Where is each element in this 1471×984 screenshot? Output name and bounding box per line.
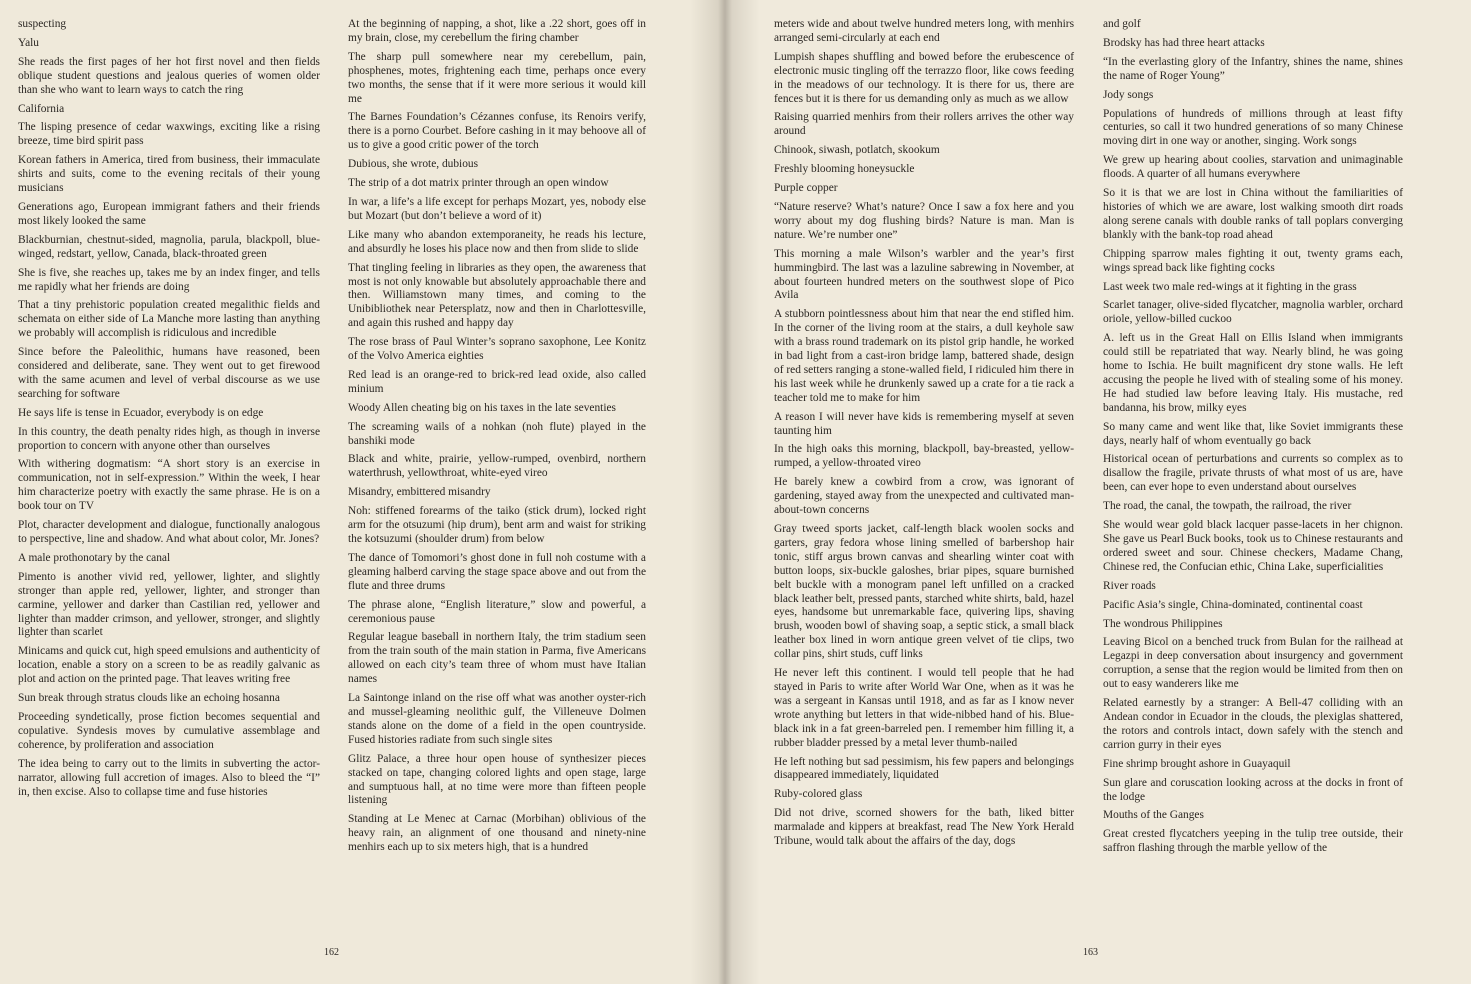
text-entry: Woody Allen cheating big on his taxes in the late seventies (348, 401, 616, 414)
text-entry: Historical ocean of perturbations and currents so complex as to disallow the fragile, private thrusts of what most of us are, have been, can ever hope to even understand about ourselves (1103, 453, 1403, 494)
text-entry: Fine shrimp brought ashore in Guayaquil (1103, 757, 1291, 770)
text-entry: Pacific Asia’s single, China-dominated, continental coast (1103, 598, 1363, 611)
text-entry: Last week two male red-wings at it fighting in the grass (1103, 280, 1357, 293)
text-entry: Generations ago, European immigrant fathers and their friends most likely looked the same (18, 200, 320, 227)
text-entry: She would wear gold black lacquer passe-lacets in her chignon. She gave us Pearl Buck books, took us to Chinese restaurants and ordered sweet and sour. Chinese checkers, Madame Chang, Chinese red, the Confucian ethic, China Lake, superficialities (1103, 519, 1403, 573)
text-entry: Like many who abandon extemporaneity, he reads his lecture, and absurdly he loses his place now and then from slide to slide (348, 228, 646, 255)
text-entry: Glitz Palace, a three hour open house of synthesizer pieces stacked on tape, changing colored lights and open stage, large and sumptuous hall, at no time were more than fifteen people listening (348, 752, 646, 807)
text-entry: Chinook, siwash, potlatch, skookum (774, 144, 940, 157)
text-entry: The wondrous Philippines (1103, 617, 1223, 630)
right-page-number: 163 (1083, 947, 1098, 958)
text-entry: Pimento is another vivid red, yellower, lighter, and slightly stronger than apple red, yellower, lighter, and stronger than carmine, yellower and darker than Castilian red, yellower and lighter than madder crimson, and yellower, stronger, and slightly lighter than scarlet (18, 570, 320, 639)
left-page-column-1 (18, 18, 320, 804)
text-entry: That tingling feeling in libraries as they open, the awareness that most is not only knowable but absolutely approachable there and then. Williamstown many times, and coming to the Unibibliothek near Petersplatz, now and then in Charlottesville, and again this rushed and happy day (348, 261, 646, 330)
text-entry: In the high oaks this morning, blackpoll, bay-breasted, yellow-rumped, a yellow-throated vireo (774, 443, 1074, 470)
text-entry: The rose brass of Paul Winter’s soprano saxophone, Lee Konitz of the Volvo America eighties (348, 336, 646, 363)
text-entry: Gray tweed sports jacket, calf-length black woolen socks and garters, gray fedora whose lining smelled of barbershop hair tonic, stiff argus brown canvas and shearling winter coat with button loops, six-buckle galoshes, briar pipes, square burnished belt buckle with a monogram panel left unfilled on a cracked black leather belt, pressed pants, starched white shirts, bald, hazel eyes, handsome but unremarkable face, quivering lips, shaving brush, wooden bowl of shaving soap, a septic stick, a small black leather box lined in worn antique green velvet of tie clips, two collar pins, shirt studs, cuff links (774, 523, 1074, 661)
text-entry: Freshly blooming honeysuckle (774, 163, 915, 176)
text-entry: He barely knew a cowbird from a crow, was ignorant of gardening, stayed away from the unexpected and cultivated man-about-town concerns (774, 476, 1074, 517)
text-entry: She reads the first pages of her hot first novel and then fields oblique student questions and jealous queries of women older than she who want to learn ways to catch the ring (18, 55, 320, 96)
text-entry: Misandry, embittered misandry (348, 486, 491, 499)
text-entry: At the beginning of napping, a shot, like a .22 short, goes off in my brain, close, my cerebellum the firing chamber (348, 18, 646, 44)
text-entry: Lumpish shapes shuffling and bowed before the erubescence of electronic music tingling off the terrazzo floor, like cows feeding in the meadows of our technology. It is there for us, there are fences but it is there for us demanding only as much as we allow (774, 50, 1074, 105)
right-page-column-2 (1103, 18, 1403, 861)
text-entry: The dance of Tomomori’s ghost done in full noh costume with a gleaming halberd carving the stage space above and out from the flute and three drums (348, 551, 646, 592)
text-entry: Korean fathers in America, tired from business, their immaculate shirts and suits, come to the evening recitals of their young musicians (18, 154, 320, 195)
left-page-number: 162 (324, 947, 339, 958)
text-entry: suspecting (18, 18, 67, 30)
text-entry: “Nature reserve? What’s nature? Once I saw a fox here and you worry about my dog flushing birds? Nature is man. Man is nature. We’re number one” (774, 200, 1074, 241)
left-page (0, 0, 724, 984)
text-entry: Raising quarried menhirs from their rollers arrives the other way around (774, 111, 1074, 138)
text-entry: Brodsky has had three heart attacks (1103, 36, 1265, 49)
text-entry: California (18, 102, 65, 115)
text-entry: In this country, the death penalty rides high, as though in inverse proportion to concern with anyone other than ourselves (18, 425, 320, 452)
text-entry: Minicams and quick cut, high speed emulsions and authenticity of location, enable a story on a screen to be as readily galvanic as plot and action on the printed page. That leaves writing free (18, 645, 320, 686)
text-entry: Did not drive, scorned showers for the bath, liked bitter marmalade and kippers at breakfast, read The New York Herald Tribune, would talk about the affairs of the day, dogs (774, 807, 1074, 848)
text-entry: So many came and went like that, like Soviet immigrants these days, nearly half of whom eventually go back (1103, 420, 1403, 447)
text-entry: Jody songs (1103, 88, 1154, 101)
text-entry: Mouths of the Ganges (1103, 809, 1204, 822)
text-entry: The screaming wails of a nohkan (noh flute) played in the banshiki mode (348, 420, 646, 447)
text-entry: Purple copper (774, 182, 838, 195)
text-entry: Sun break through stratus clouds like an echoing hosanna (18, 692, 280, 705)
text-entry: He never left this continent. I would tell people that he had stayed in Paris to write after World War One, when as it was he was a sergeant in Kansas until 1918, and as far as I know never wrote anything but letters in that wide-nibbed hand of his. Blue-black ink in a fat green-barreled pen. I remember him filling it, a rubber bladder pressed by a metal lever thumb-nailed (774, 667, 1074, 749)
text-entry: The strip of a dot matrix printer through an open window (348, 177, 609, 190)
text-entry: That a tiny prehistoric population created megalithic fields and schemata on either side of La Manche more lasting than anything we probably will accomplish is ridiculous and incredible (18, 299, 320, 340)
text-entry: Black and white, prairie, yellow-rumped, ovenbird, northern waterthrush, yellowthroat, white-eyed vireo (348, 453, 646, 480)
text-entry: Scarlet tanager, olive-sided flycatcher, magnolia warbler, orchard oriole, yellow-billed cuckoo (1103, 299, 1403, 326)
text-entry: With withering dogmatism: “A short story is an exercise in communication, not in self-expression.” Within the week, I hear him characterize poetry with exactly the same phrase. He is on a book tour on TV (18, 458, 320, 513)
text-entry: Since before the Paleolithic, humans have reasoned, been considered and deliberate, sane. They went out to get firewood with the same acumen and level of verbal discourse as we use searching for software (18, 346, 320, 400)
text-entry: We grew up hearing about coolies, starvation and unimaginable floods. A quarter of all humans everywhere (1103, 154, 1403, 181)
text-entry: The road, the canal, the towpath, the railroad, the river (1103, 500, 1352, 513)
text-entry: The sharp pull somewhere near my cerebellum, pain, phosphenes, motes, frightening each time, perhaps once every two months, the sense that if it were more serious it would kill me (348, 50, 646, 105)
text-entry: Red lead is an orange-red to brick-red lead oxide, also called minium (348, 368, 646, 395)
text-entry: Leaving Bicol on a benched truck from Bulan for the railhead at Legazpi in deep conversation about insurgency and government corruption, a sense that the region would be limited from then on out to easy wanderers like me (1103, 636, 1403, 691)
text-entry: Noh: stiffened forearms of the taiko (stick drum), locked right arm for the otsuzumi (hip drum), bent arm and waist for striking the kotsuzumi (shoulder drum) from below (348, 505, 646, 545)
text-entry: A reason I will never have kids is remembering myself at seven taunting him (774, 410, 1074, 437)
text-entry: Yalu (18, 36, 40, 49)
text-entry: The lisping presence of cedar waxwings, exciting like a rising breeze, time bird spirit pass (18, 121, 320, 148)
text-entry: So it is that we are lost in China without the familiarities of histories of which we are aware, lost walking smooth dirt roads along serene canals with double ranks of tall poplars converging blankly with the bank-top road ahead (1103, 187, 1403, 241)
text-entry: River roads (1103, 579, 1156, 592)
text-entry: Ruby-colored glass (774, 788, 863, 801)
text-entry: Proceeding syndetically, prose fiction becomes sequential and copulative. Syndesis moves by cumulative assemblage and coherence, by proliferation and association (18, 710, 320, 751)
text-entry: Dubious, she wrote, dubious (348, 158, 479, 171)
text-entry: Related earnestly by a stranger: A Bell-47 colliding with an Andean condor in Ecuador in the clouds, the plexiglas shattered, the rotors and controls intact, down safely with the stench and carrion gurry in their eyes (1103, 697, 1403, 751)
text-entry: A. left us in the Great Hall on Ellis Island when immigrants could still be repatriated that way. Nearly blind, he was going home to Ischia. He built magnificent dry stone walls. He left accusing the people he lived with of stealing some of his money. He had studied law before leaving Italy. His mustache, red bandanna, his brow, milky eyes (1103, 332, 1403, 414)
text-entry: In war, a life’s a life except for perhaps Mozart, yes, nobody else but Mozart (but don’t believe a word of it) (348, 195, 646, 222)
text-entry: Great crested flycatchers yeeping in the tulip tree outside, their saffron flashing through the marble yellow of the (1103, 828, 1403, 855)
text-entry: La Saintonge inland on the rise off what was another oyster-rich and mussel-gleaming neolithic gulf, the Villeneuve Dolmen stands alone on the dome of a field in the open countryside. Fused histories radiate from such single sites (348, 692, 646, 746)
text-entry: Plot, character development and dialogue, functionally analogous to perspective, line and shadow. And what about color, Mr. Jones? (18, 519, 320, 545)
text-entry: A stubborn pointlessness about him that near the end stifled him. In the corner of the living room at the stairs, a dull keyhole saw with a brass round trademark on its pistol grip handle, he worked in bad light from a cast-iron bridge lamp, battered shade, design of red setters ranging a stone-walled field, I ridiculed him there in his last week while he drunkenly sawed up a crate for a tie rack a teacher told me to make for him (774, 308, 1074, 404)
text-entry: He says life is tense in Ecuador, everybody is on edge (18, 406, 264, 419)
text-entry: This morning a male Wilson’s warbler and the year’s first hummingbird. The last was a lazuline sabrewing in November, at about fourteen hundred meters on the southwest slope of Pico Avila (774, 247, 1074, 302)
text-entry: Standing at Le Menec at Carnac (Morbihan) oblivious of the heavy rain, an alignment of one thousand and ninety-nine menhirs each up to six meters high, that is a hundred (348, 813, 646, 854)
text-entry: The Barnes Foundation’s Cézannes confuse, its Renoirs verify, there is a porno Courbet. Before cashing in it may behoove all of us to give a good critic power of the torch (348, 111, 646, 152)
text-entry: The idea being to carry out to the limits in subverting the actor-narrator, allowing full accretion of images. Also to bleed the “I” in, then excise. Also to collapse time and fuse histories (18, 757, 320, 798)
text-entry: Blackburnian, chestnut-sided, magnolia, parula, blackpoll, blue-winged, redstart, yellow, Canada, black-throated green (18, 233, 320, 260)
text-entry: A male prothonotary by the canal (18, 551, 171, 564)
text-entry: She is five, she reaches up, takes me by an index finger, and tells me rapidly what her friends are doing (18, 266, 320, 293)
text-entry: “In the everlasting glory of the Infantry, shines the name, shines the name of Roger Young” (1103, 55, 1403, 82)
text-entry: Sun glare and coruscation looking across at the docks in front of the lodge (1103, 776, 1403, 803)
text-entry: Regular league baseball in northern Italy, the trim stadium seen from the train south of the main station in Parma, five Americans allowed on each city’s team three of whom must have Italian names (348, 631, 646, 686)
text-entry: He left nothing but sad pessimism, his few papers and belongings disappeared immediately, liquidated (774, 755, 1074, 782)
left-page-column-2 (348, 18, 646, 860)
right-page-column-1 (774, 18, 1074, 854)
text-entry: Populations of hundreds of millions through at least fifty centuries, so call it two hundred generations of so many Chinese moving dirt in one way or another, singing. Work songs (1103, 107, 1403, 148)
text-entry: The phrase alone, “English literature,” slow and powerful, a ceremonious pause (348, 598, 646, 625)
text-entry: Chipping sparrow males fighting it out, twenty grams each, wings spread back like fighting cocks (1103, 247, 1403, 274)
text-entry: meters wide and about twelve hundred meters long, with menhirs arranged semi-circularly at each end (774, 18, 1074, 44)
text-entry: and golf (1103, 18, 1141, 30)
